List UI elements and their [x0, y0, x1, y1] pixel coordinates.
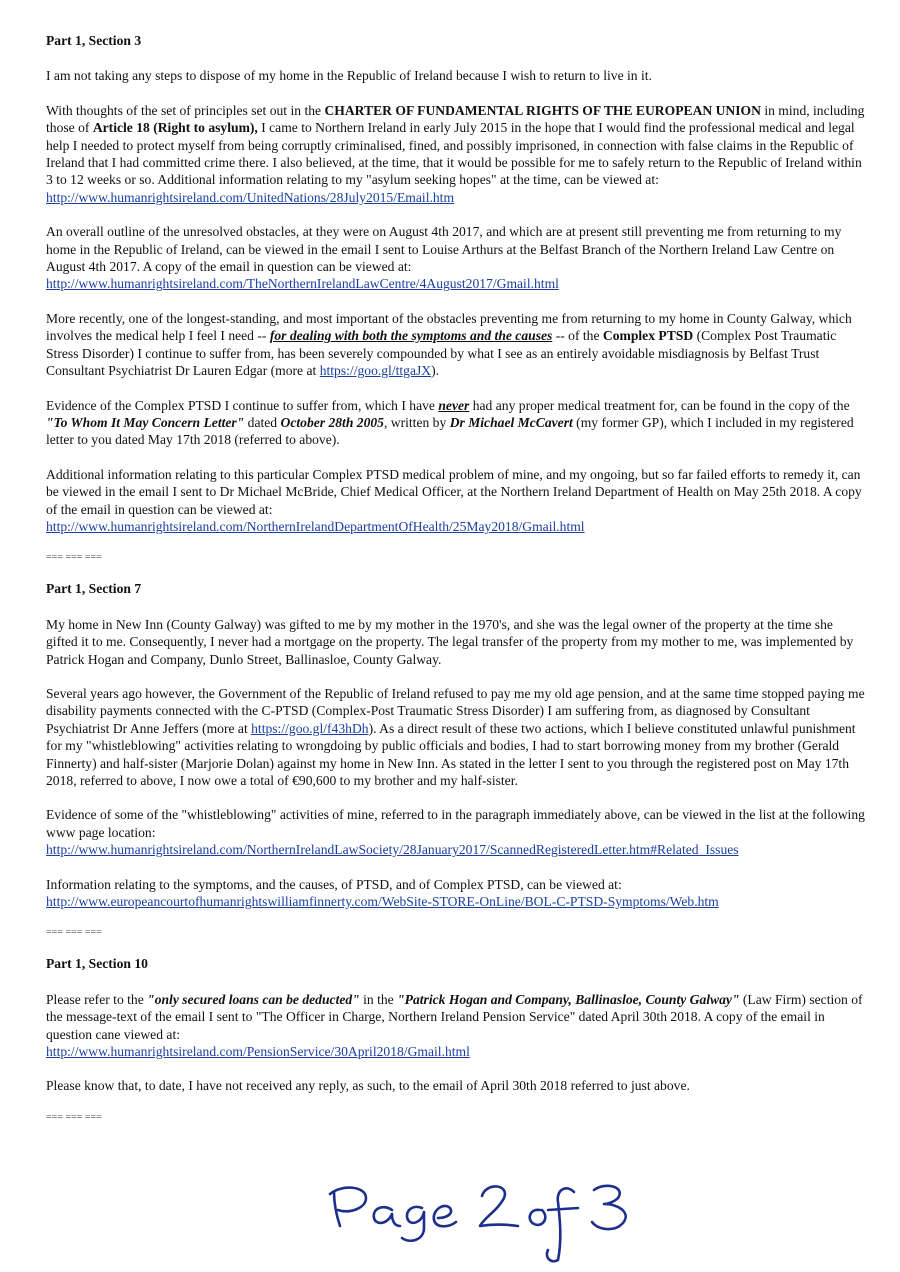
paragraph-text: had any proper medical treatment for, can be found in the copy of the	[469, 397, 850, 413]
link-united-nations-email[interactable]: http://www.humanrightsireland.com/UnitedNations/28July2015/Email.htm	[46, 189, 455, 205]
paragraph-text: dated	[244, 414, 281, 430]
paragraph-text: Information relating to the symptoms, and the causes, of PTSD, and of Complex PTSD, can be viewed at:	[46, 876, 622, 892]
paragraph	[46, 102, 866, 206]
paragraph-text: Please refer to the	[46, 991, 148, 1007]
paragraph	[46, 616, 866, 668]
paragraph	[46, 991, 866, 1061]
paragraph-text: Evidence of the Complex PTSD I continue to suffer from, which I have	[46, 397, 439, 413]
paragraph-text: An overall outline of the unresolved obstacles, at they were on August 4th 2017, and which are at present still preventing me from returning to my home in the Republic of Ireland, can be viewed in the email I sent to Louise Arthurs at the Belfast Branch of the Northern Ireland Law Centre on August 4th 2017. A copy of the email in question can be viewed at:	[46, 224, 842, 275]
article-18-text: Article 18 (Right to asylum),	[92, 120, 258, 136]
paragraph	[46, 685, 866, 789]
link-c-ptsd-symptoms[interactable]: http://www.europeancourtofhumanrightswilliamfinnerty.com/WebSite-STORE-OnLine/BOL-C-PTSD-Symptoms/Web.htm	[46, 894, 719, 910]
document-body	[46, 32, 866, 1140]
link-law-centre-email[interactable]: http://www.humanrightsireland.com/TheNorthernIrelandLawCentre/4August2017/Gmail.html	[46, 276, 559, 292]
link-goo-gl-f43hdh[interactable]: https://goo.gl/f43hDh	[251, 720, 369, 736]
paragraph-text: in mind, including those of	[46, 102, 865, 136]
emphasis-never: never	[438, 397, 470, 413]
doctor-name: Dr Michael McCavert	[449, 414, 573, 430]
paragraph-text: , written by	[383, 414, 450, 430]
quote-secured-loans: "only secured loans can be deducted"	[147, 991, 360, 1007]
paragraph-text: Evidence of some of the "whistleblowing" activities of mine, referred to in the paragraph immediately above, can be viewed in the list at the following www page location:	[46, 807, 865, 840]
paragraph-text: ).	[431, 363, 440, 379]
link-law-society-letter[interactable]: http://www.humanrightsireland.com/NorthernIrelandLawSociety/28January2017/ScannedRegisteredLetter.htm#Related_Issues	[46, 842, 739, 858]
paragraph	[46, 223, 866, 293]
link-goo-gl-ttgajx[interactable]: https://goo.gl/ttgaJX	[319, 363, 432, 379]
paragraph-text: (Law Firm) section of the message-text of the email I sent to "The Officer in Charge, Northern Ireland Pension Service" dated April 30th 2018. A copy of the email in question cane viewed at:	[46, 991, 863, 1042]
link-pension-service-email[interactable]: http://www.humanrightsireland.com/PensionService/30April2018/Gmail.html	[46, 1044, 470, 1060]
paragraph	[46, 466, 866, 536]
paragraph	[46, 67, 866, 84]
paragraph	[46, 876, 866, 911]
link-department-of-health-email[interactable]: http://www.humanrightsireland.com/NorthernIrelandDepartmentOfHealth/25May2018/Gmail.html	[46, 518, 585, 534]
paragraph	[46, 310, 866, 380]
paragraph-text: Several years ago however, the Government of the Republic of Ireland refused to pay me my old age pension, and at the same time stopped paying me disability payments connected with the C-PTSD (Complex-Post Traumatic Stress Disorder) I am suffering from, as diagnosed by Consultant Psychiatrist Dr Anne Jeffers (more at	[46, 685, 865, 736]
paragraph-text: -- of the	[552, 328, 603, 344]
section-heading-part1-section10: Part 1, Section 10	[46, 956, 148, 972]
charter-title: CHARTER OF FUNDAMENTAL RIGHTS OF THE EUROPEAN UNION	[324, 102, 761, 118]
paragraph-text: My home in New Inn (County Galway) was gifted to me by my mother in the 1970's, and she was the legal owner of the property at the time she gifted it to me. Consequently, I never had a mortgage on the property. The legal transfer of the property from my mother to me, was implemented by Patrick Hogan and Company, Dunlo Street, Ballinasloe, County Galway.	[46, 616, 854, 667]
section-separator: === === ===	[46, 552, 102, 564]
paragraph-text: Please know that, to date, I have not received any reply, as such, to the email of April 30th 2018 referred to just above.	[46, 1078, 690, 1094]
letter-date: October 28th 2005	[280, 414, 384, 430]
paragraph-text: ). As a direct result of these two actions, which I believe constituted unlawful punishment for my "whistleblowing" activities relating to wrongdoing by public officials and bodies, I had to start borrowing money from my brother (Gerald Finnerty) and half-sister (Marjorie Dolan) against my home in New Inn. As stated in the letter I sent to you through the registered post on May 17th 2018, referred to above, I now owe a total of €90,600 to my brother and my half-sister.	[46, 720, 856, 788]
section-separator: === === ===	[46, 1111, 102, 1123]
handwriting-drawing	[322, 1180, 642, 1264]
paragraph	[46, 397, 866, 449]
paragraph-text: More recently, one of the longest-standing, and most important of the obstacles preventing me from returning to my home in County Galway, which involves the medical help I feel I need --	[46, 310, 852, 344]
paragraph-text: I came to Northern Ireland in early July 2015 in the hope that I would find the professional medical and legal help I needed to protect myself from being corruptly criminalised, fined, and possibly imprisoned, in connection with false claims in the Republic of Ireland that I had committed crime there. I also believed, at the time, that it would be possible for me to safely return to the Republic of Ireland within 3 to 12 weeks or so. Additional information relating to my "asylum seeking hopes" at the time, can be viewed at:	[46, 120, 862, 188]
paragraph-text: (Complex Post Traumatic Stress Disorder) I continue to suffer from, has been severely compounded by what I see as an entirely avoidable misdiagnosis by Belfast Trust Consultant Psychiatrist Dr Lauren Edgar (more at	[46, 328, 837, 379]
paragraph-text: I am not taking any steps to dispose of my home in the Republic of Ireland because I wish to return to live in it.	[46, 68, 652, 84]
emphasis-symptoms-causes: for dealing with both the symptoms and the causes	[269, 328, 553, 344]
paragraph	[46, 1077, 866, 1094]
complex-ptsd-term: Complex PTSD	[602, 328, 694, 344]
section-separator: === === ===	[46, 927, 102, 939]
paragraph	[46, 806, 866, 858]
letter-title: "To Whom It May Concern Letter"	[46, 414, 245, 430]
section-heading-part1-section3: Part 1, Section 3	[46, 33, 142, 48]
quote-law-firm: "Patrick Hogan and Company, Ballinasloe, County Galway"	[397, 991, 740, 1007]
section-heading-part1-section7: Part 1, Section 7	[46, 581, 142, 597]
paragraph-text: Additional information relating to this particular Complex PTSD medical problem of mine, and my ongoing, but so far failed efforts to remedy it, can be viewed in the email I sent to Dr Michael McBride, Chief Medical Officer, at the Northern Ireland Department of Health on May 25th 2018. A copy of the email in question can be viewed at:	[46, 466, 862, 517]
paragraph-text: in the	[359, 991, 398, 1007]
handwritten-page-number	[322, 1180, 642, 1264]
paragraph-text: (my former GP), which I included in my registered letter to you dated May 17th 2018 (referred to above).	[46, 414, 854, 448]
paragraph-text: With thoughts of the set of principles set out in the	[46, 102, 325, 118]
